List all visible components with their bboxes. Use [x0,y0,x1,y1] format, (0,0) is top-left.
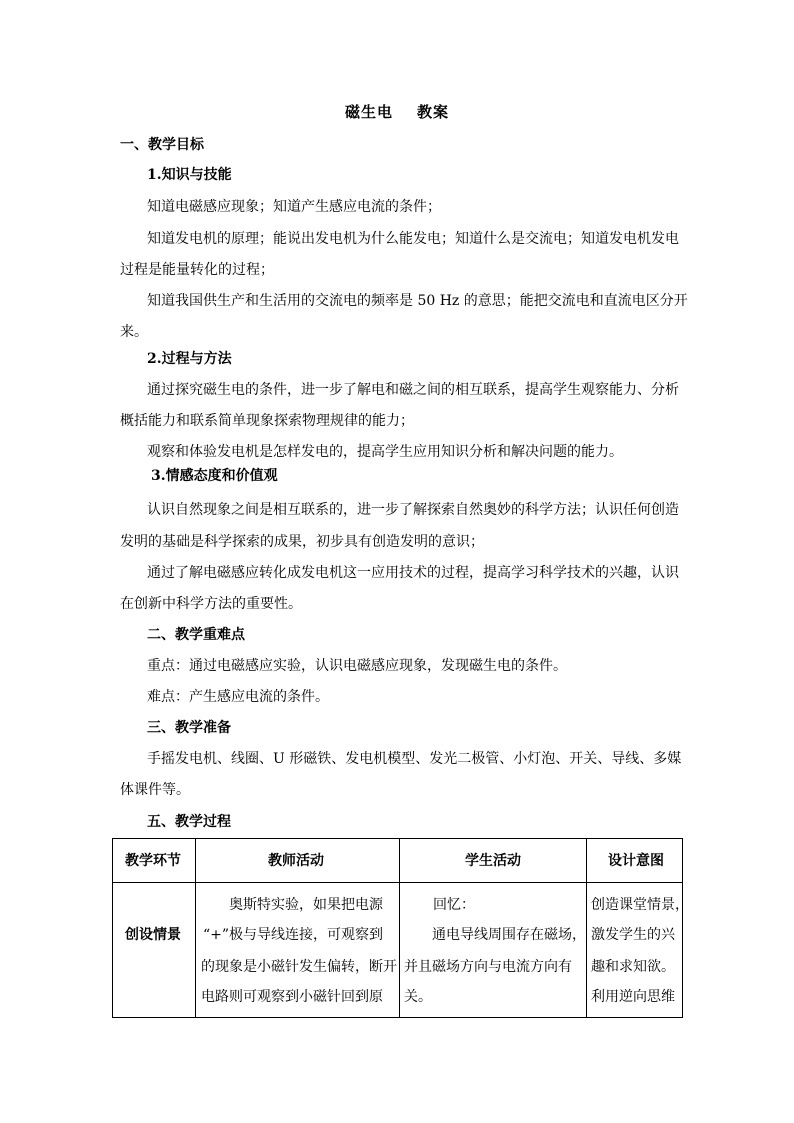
knowledge-line-5: 来。 [120,324,148,340]
attitude-line-4: 在创新中科学方法的重要性。 [120,596,302,612]
preparation-line-1: 手摇发电机、线圈、U 形磁铁、发电机模型、发光二极管、小灯泡、开关、导线、多媒 [147,751,682,767]
section-heading-objectives: 一、教学目标 [120,137,204,153]
table-cell-intent-line-4: 利用逆向思维 [591,989,675,1005]
process-line-2: 概括能力和联系简单现象探索物理规律的能力； [120,413,414,429]
table-cell-intent-line-2: 激发学生的兴 [591,927,675,943]
knowledge-line-4: 知道我国供生产和生活用的交流电的频率是 50 Hz 的意思；能把交流电和直流电区分开 [147,293,688,309]
key-point-line-1: 重点：通过电磁感应实验，认识电磁感应现象，发现磁生电的条件。 [147,658,567,674]
table-header-student: 学生活动 [465,853,521,869]
knowledge-line-1: 知道电磁感应现象；知道产生感应电流的条件； [147,199,441,215]
knowledge-line-2: 知道发电机的原理；能说出发电机为什么能发电；知道什么是交流电；知道发电机发电 [147,231,679,247]
table-cell-intent-line-1: 创造课堂情景， [591,897,689,913]
table-cell-student-line-1: 回忆： [433,897,475,913]
table-cell-intent-line-3: 趣和求知欲。 [591,959,675,975]
table-cell-teacher-line-4: 电路则可观察到小磁针回到原 [201,989,383,1005]
key-point-line-2: 难点：产生感应电流的条件。 [147,689,329,705]
table-cell-teacher-line-2: “+”极与导线连接，可观察到 [203,927,384,943]
section-heading-preparation: 三、教学准备 [147,720,231,736]
table-cell-teacher-line-1: 奥斯特实验，如果把电源 [229,897,383,913]
table-cell-student-line-2: 通电导线周围存在磁场， [432,927,586,943]
preparation-line-2: 体课件等。 [120,782,190,798]
section-heading-process: 五、教学过程 [147,814,231,830]
table-header-teacher: 教师活动 [268,853,324,869]
table-cell-teacher-line-3: 的现象是小磁针发生偏转，断开 [201,959,397,975]
process-line-3: 观察和体验发电机是怎样发电的，提高学生应用知识分析和解决问题的能力。 [147,444,623,460]
subheading-process: 2.过程与方法 [147,351,232,367]
table-header-intent: 设计意图 [608,853,664,869]
page-title [0,101,794,122]
table-cell-student-line-4: 关。 [404,989,432,1005]
title-part-1: 磁生电 [344,103,393,121]
table-col-divider-1 [195,839,196,1017]
process-line-1: 通过探究磁生电的条件，进一步了解电和磁之间的相互联系，提高学生观察能力、分析 [147,382,679,398]
lesson-process-table [112,838,689,1018]
table-col-divider-3 [586,839,587,1017]
table-col-divider-2 [399,839,400,1017]
section-heading-key-points: 二、教学重难点 [147,627,245,643]
table-cell-stage: 创设情景 [125,927,181,943]
title-part-2: 教案 [417,103,450,121]
attitude-line-3: 通过了解电磁感应转化成发电机这一应用技术的过程，提高学习科学技术的兴趣，认识 [147,565,679,581]
attitude-line-1: 认识自然现象之间是相互联系的，进一步了解探索自然奥妙的科学方法；认识任何创造 [147,502,679,518]
subheading-knowledge: 1.知识与技能 [147,167,232,183]
table-cell-student-line-3: 并且磁场方向与电流方向有 [404,959,572,975]
table-header-stage: 教学环节 [125,853,181,869]
subheading-attitude: 3.情感态度和价值观 [151,468,278,484]
table-header-divider [113,882,682,883]
attitude-line-2: 发明的基础是科学探索的成果，初步具有创造发明的意识； [120,534,484,550]
knowledge-line-3: 过程是能量转化的过程； [120,262,274,278]
